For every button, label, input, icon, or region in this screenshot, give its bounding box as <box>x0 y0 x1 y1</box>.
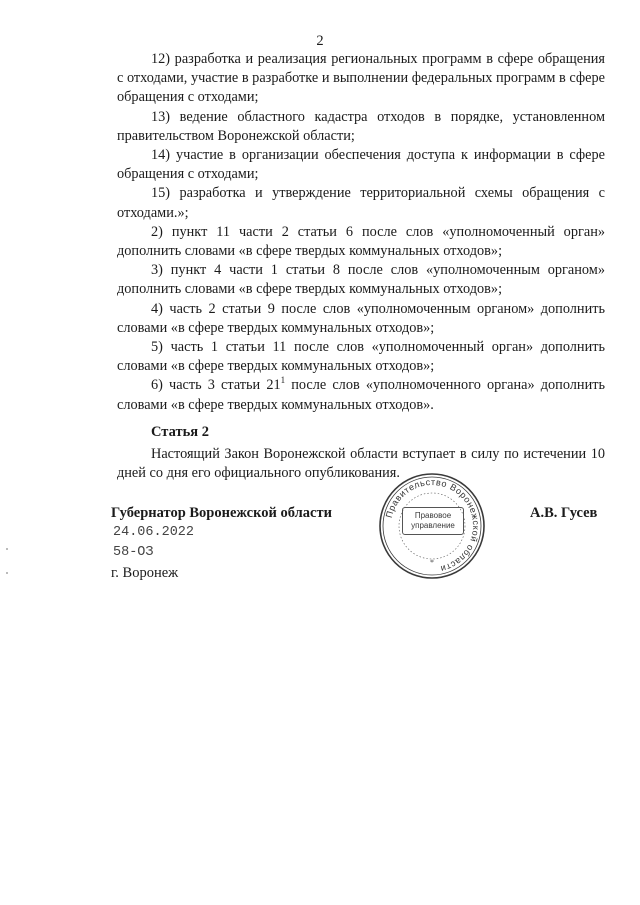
registration-date: 24.06.2022 <box>113 525 195 540</box>
stamp-line: управление <box>411 521 455 530</box>
item-text: после слов «уполномоченного органа» дополнить словами «в сфере твердых коммунальных отходов». <box>117 377 605 413</box>
list-item: 2) пункт 11 части 2 статьи 6 после слов «уполномоченный орган» дополнить словами «в сфере твердых коммунальных отходов»; <box>117 223 605 260</box>
stamp-star-icon: * <box>430 558 434 567</box>
list-item: 14) участие в организации обеспечения доступа к информации в сфере обращения с отходами; <box>117 147 605 183</box>
city: г. Воронеж <box>111 565 179 581</box>
list-item: 3) пункт 4 части 1 статьи 8 после слов «уполномоченным органом» дополнить словами «в сфере твердых коммунальных отходов»; <box>117 262 605 298</box>
article-heading: Статья 2 <box>151 423 209 440</box>
official-stamp <box>378 472 486 580</box>
item-text: 6) часть 3 статьи 21 <box>151 377 281 394</box>
list-item: 15) разработка и утверждение территориальной схемы обращения с отходами.»; <box>117 185 605 221</box>
stamp-center <box>402 507 464 535</box>
scan-speck <box>6 548 8 550</box>
stamp-line: Правовое <box>414 511 452 520</box>
page-number: 2 <box>316 33 324 49</box>
list-item: 4) часть 2 статьи 9 после слов «уполномоченным органом» дополнить словами «в сфере твердых коммунальных отходов»; <box>117 300 605 336</box>
list-item <box>117 376 605 414</box>
scan-speck <box>6 572 8 574</box>
document-body <box>117 50 605 483</box>
article-text: Настоящий Закон Воронежской области вступает в силу по истечении 10 дней со дня его официального опубликования. <box>117 446 605 482</box>
svg-text:Правительство Воронежской обла: Правительство Воронежской области <box>383 476 482 575</box>
signatory-name: А.В. Гусев <box>530 505 598 521</box>
list-item: 13) ведение областного кадастра отходов в порядке, установленном правительством Воронежской области; <box>117 108 605 144</box>
list-item: 12) разработка и реализация региональных программ в сфере обращения с отходами, участие в разработке и выполнении федеральных программ в сфере обращения с отходами; <box>117 51 605 106</box>
list-item: 5) часть 1 статьи 11 после слов «уполномоченный орган» дополнить словами «в сфере твердых коммунальных отходов»; <box>117 339 605 375</box>
signatory-title: Губернатор Воронежской области <box>111 505 332 521</box>
superscript: 1 <box>280 375 286 386</box>
registration-number: 58-ОЗ <box>113 545 154 560</box>
